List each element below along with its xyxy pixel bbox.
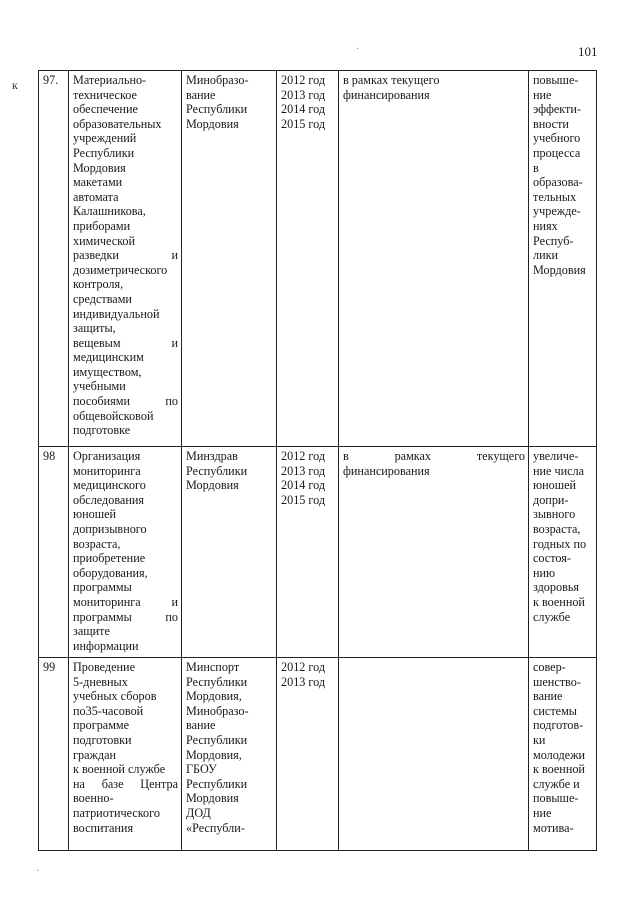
description-line: разведки и <box>73 248 178 263</box>
executor-cell: Минобразо- вание Республики Мордовия <box>182 71 277 447</box>
description-line: учреждений <box>73 131 137 146</box>
table-row <box>39 447 597 658</box>
description-line: Мордовия <box>73 160 126 175</box>
description-line: патриотического <box>73 805 160 820</box>
description-line: допризывного <box>73 521 147 536</box>
description-line: граждан <box>73 747 117 762</box>
description-line: программе <box>73 718 130 733</box>
description-line: обеспечение <box>73 102 138 117</box>
measure-description <box>69 71 182 447</box>
description-line: по35-часовой <box>73 703 144 718</box>
years-cell: 2012 год 2013 год 2014 год 2015 год <box>277 71 339 447</box>
funding-cell: в рамках текущего финансирования <box>339 71 529 447</box>
description-line: мониторинга <box>73 463 141 478</box>
page-number: 101 <box>578 44 598 59</box>
years-cell: 2012 год 2013 год 2014 год 2015 год <box>277 447 339 658</box>
description-line: подготовки <box>73 732 132 747</box>
description-line: Проведение <box>73 660 135 674</box>
funding-cell <box>339 658 529 851</box>
description-line: воспитания <box>73 820 134 835</box>
description-line: индивидуальной <box>73 306 160 321</box>
executor-cell: Минздрав Республики Мордовия <box>182 447 277 658</box>
executor-cell: Минспорт Республики Мордовия, Минобразо- вание Республики Мордовия, ГБОУ Республики Мордовия ДОД «Республи- <box>182 658 277 851</box>
description-line: макетами <box>73 175 123 190</box>
description-line: средствами <box>73 291 132 306</box>
description-line: химической <box>73 233 136 248</box>
margin-mark: к <box>12 78 18 92</box>
description-line: информации <box>73 638 139 653</box>
table-row <box>39 71 597 447</box>
description-line: имуществом, <box>73 364 142 379</box>
row-number: 97. <box>39 71 69 447</box>
description-line: учебными <box>73 379 126 394</box>
description-line: юношей <box>73 507 117 522</box>
scan-speck: · <box>36 866 40 877</box>
description-line: мониторинга и <box>73 594 178 609</box>
years-cell: 2012 год 2013 год <box>277 658 339 851</box>
table-row <box>39 658 597 851</box>
funding-line: финансирования <box>343 463 430 478</box>
description-line: обследования <box>73 492 144 507</box>
funding-cell <box>339 447 529 658</box>
measure-description <box>69 658 182 851</box>
description-line: оборудования, <box>73 565 148 580</box>
description-line: техническое <box>73 87 137 102</box>
description-line: пособиями по <box>73 394 178 409</box>
description-line: приобретение <box>73 551 146 566</box>
expected-result-cell: увеличе- ние числа юношей допри- зывного возраста, годных по состоя- нию здоровья к военной службе <box>529 447 597 658</box>
measure-description <box>69 447 182 658</box>
description-line: Калашникова, <box>73 204 146 219</box>
plan-table <box>38 70 597 851</box>
description-line: приборами <box>73 218 131 233</box>
description-line: подготовке <box>73 423 131 438</box>
description-line: защиты, <box>73 321 116 336</box>
description-line: контроля, <box>73 277 124 292</box>
row-number: 98 <box>39 447 69 658</box>
description-line: Республики <box>73 145 135 160</box>
description-line: программы <box>73 580 132 595</box>
description-line: медицинского <box>73 478 146 493</box>
description-line: Организация <box>73 449 141 463</box>
expected-result-cell: совер- шенство- вание системы подготов- ки молодежи к военной службе и повыше- ние мотива- <box>529 658 597 851</box>
description-line: автомата <box>73 189 119 204</box>
row-number: 99 <box>39 658 69 851</box>
expected-result-cell: повыше- ние эффекти- вности учебного процесса в образова- тельных учрежде- ниях Респуб- лики Мордовия <box>529 71 597 447</box>
description-line: Материально- <box>73 73 147 87</box>
description-line: образовательных <box>73 116 162 131</box>
description-line: учебных сборов <box>73 689 157 704</box>
description-line: защите <box>73 624 110 639</box>
description-line: вещевым и <box>73 335 178 350</box>
description-line: общевойсковой <box>73 408 154 423</box>
description-line: на базе Центра <box>73 776 178 791</box>
description-line: дозиметрического <box>73 262 168 277</box>
description-line: программы по <box>73 609 178 624</box>
description-line: к военной службе <box>73 762 166 777</box>
description-line: возраста, <box>73 536 121 551</box>
description-line: 5-дневных <box>73 674 128 689</box>
description-line: военно- <box>73 791 114 806</box>
scan-speck: · <box>356 44 360 55</box>
funding-line: в рамках текущего <box>343 449 525 463</box>
description-line: медицинским <box>73 350 144 365</box>
